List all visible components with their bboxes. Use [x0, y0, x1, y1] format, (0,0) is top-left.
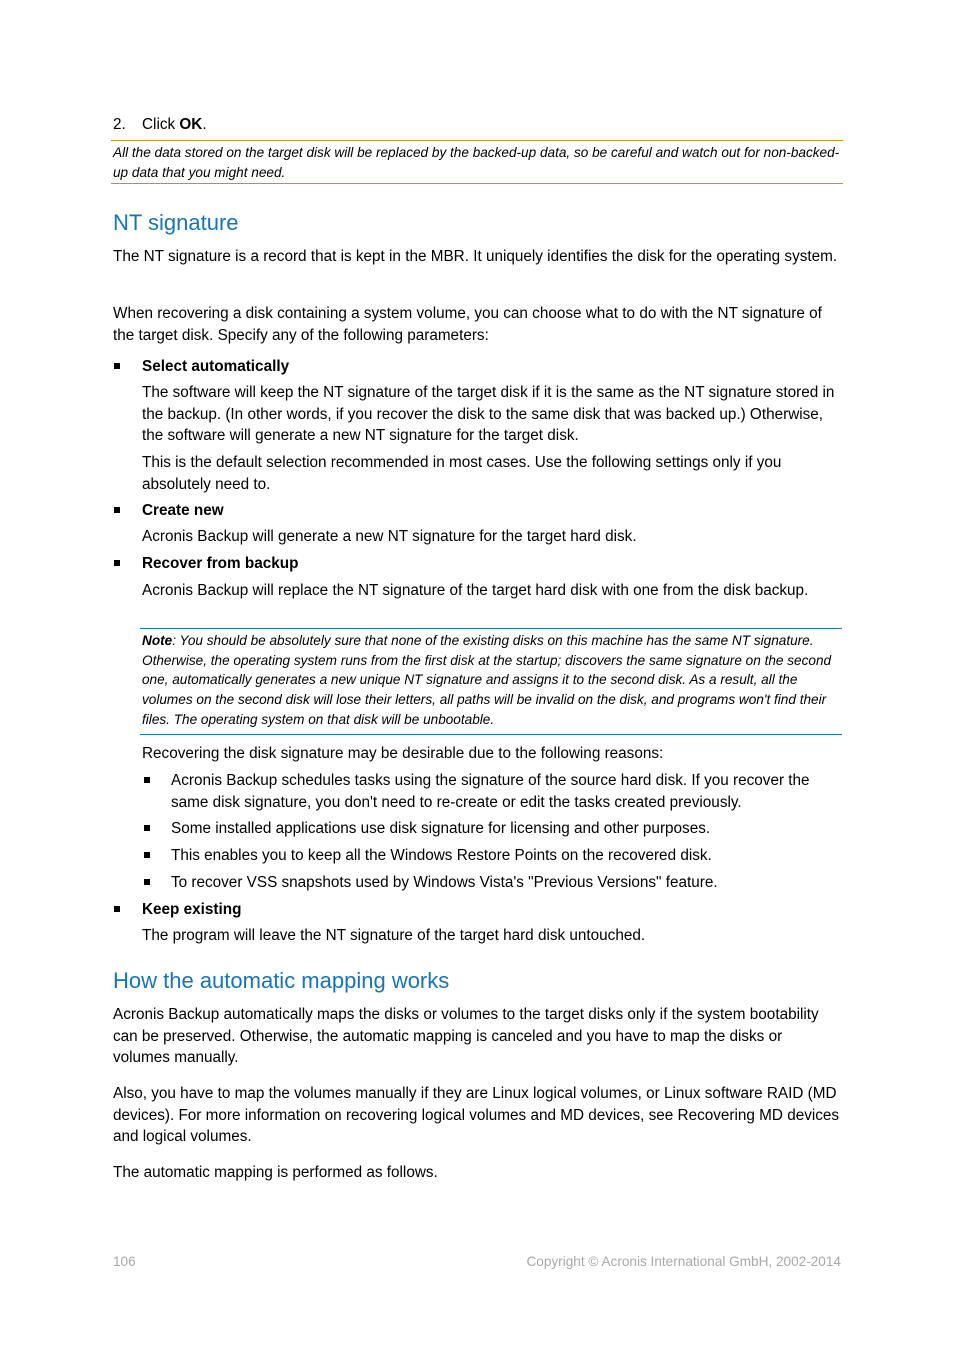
option-label: Keep existing — [142, 901, 242, 918]
option-description: Acronis Backup will replace the NT signature of the target hard disk with one from the disk backup. — [142, 582, 809, 599]
reason-item — [142, 770, 842, 813]
note-label: Note — [142, 633, 173, 648]
bullet-square-icon — [144, 852, 150, 858]
mapping-paragraph: The automatic mapping is performed as follows. — [113, 1164, 438, 1181]
nt-signature-heading: NT signature — [113, 210, 239, 235]
option-description: The software will keep the NT signature of the target disk if it is the same as the NT signature stored in the backup. (In other words, if you recover the disk to the same disk that was backed up.) Otherwise, the software will generate a new NT signature for the target disk. — [142, 384, 835, 444]
nt-intro2-paragraph: When recovering a disk containing a system volume, you can choose what to do with the NT signature of the target disk. Specify any of the following parameters: — [113, 305, 822, 344]
reason-text: This enables you to keep all the Windows Restore Points on the recovered disk. — [171, 847, 712, 864]
copyright-notice: Copyright © Acronis International GmbH, 2002-2014 — [526, 1254, 841, 1269]
note-box — [140, 628, 842, 735]
step-prefix: Click — [142, 116, 180, 133]
bullet-square-icon — [144, 777, 150, 783]
warning-text: All the data stored on the target disk will be replaced by the backed-up data, so be careful and watch out for non-backed-up data that you might need. — [113, 145, 840, 180]
step-number: 2. — [113, 116, 126, 133]
mapping-paragraph: Acronis Backup automatically maps the disks or volumes to the target disks only if the system bootability can be preserved. Otherwise, the automatic mapping is canceled and you have to map the disks or volumes manually. — [113, 1006, 819, 1066]
bullet-square-icon — [114, 906, 120, 912]
bullet-square-icon — [144, 879, 150, 885]
reason-text: Some installed applications use disk signature for licensing and other purposes. — [171, 820, 711, 837]
reason-item — [142, 818, 842, 840]
option-label: Select automatically — [142, 358, 290, 375]
option-description: This is the default selection recommended in most cases. Use the following settings only if you absolutely need to. — [142, 454, 782, 493]
mapping-paragraph: Also, you have to map the volumes manually if they are Linux logical volumes, or Linux software RAID (MD devices). For more information on recovering logical volumes and MD devices, see Recovering MD devices and logical volumes. — [113, 1085, 840, 1145]
nt-intro-paragraph: The NT signature is a record that is kept in the MBR. It uniquely identifies the disk for the operating system. — [113, 248, 838, 265]
bullet-square-icon — [144, 825, 150, 831]
step-2 — [113, 114, 207, 136]
warning-box — [111, 140, 843, 184]
option-description: Acronis Backup will generate a new NT signature for the target hard disk. — [142, 528, 637, 545]
note-text: : You should be absolutely sure that none of the existing disks on this machine has the same NT signature. Otherwise, the operating system runs from the first disk at the startup; discovers the same signature on the second one, automatically generates a new unique NT signature and assigns it to the second disk. As a result, all the volumes on the second disk will lose their letters, all paths will be invalid on the disk, and programs won't find their files. The operating system on that disk will be unbootable. — [142, 633, 832, 727]
bullet-square-icon — [114, 507, 120, 513]
option-label: Create new — [142, 502, 224, 519]
automatic-mapping-heading: How the automatic mapping works — [113, 968, 450, 993]
step-suffix: . — [202, 116, 207, 133]
bullet-square-icon — [114, 363, 120, 369]
reasons-intro: Recovering the disk signature may be desirable due to the following reasons: — [142, 745, 664, 762]
step-ok-label: OK — [179, 116, 203, 133]
page-number: 106 — [113, 1254, 136, 1269]
reason-text: Acronis Backup schedules tasks using the signature of the source hard disk. If you recover the same disk signature, you don't need to re-create or edit the tasks created previously. — [171, 772, 810, 811]
option-description: The program will leave the NT signature of the target hard disk untouched. — [142, 927, 646, 944]
option-label: Recover from backup — [142, 555, 299, 572]
reason-text: To recover VSS snapshots used by Windows Vista's "Previous Versions" feature. — [171, 874, 718, 891]
reason-item — [142, 845, 842, 867]
reason-item — [142, 872, 842, 894]
bullet-square-icon — [114, 560, 120, 566]
